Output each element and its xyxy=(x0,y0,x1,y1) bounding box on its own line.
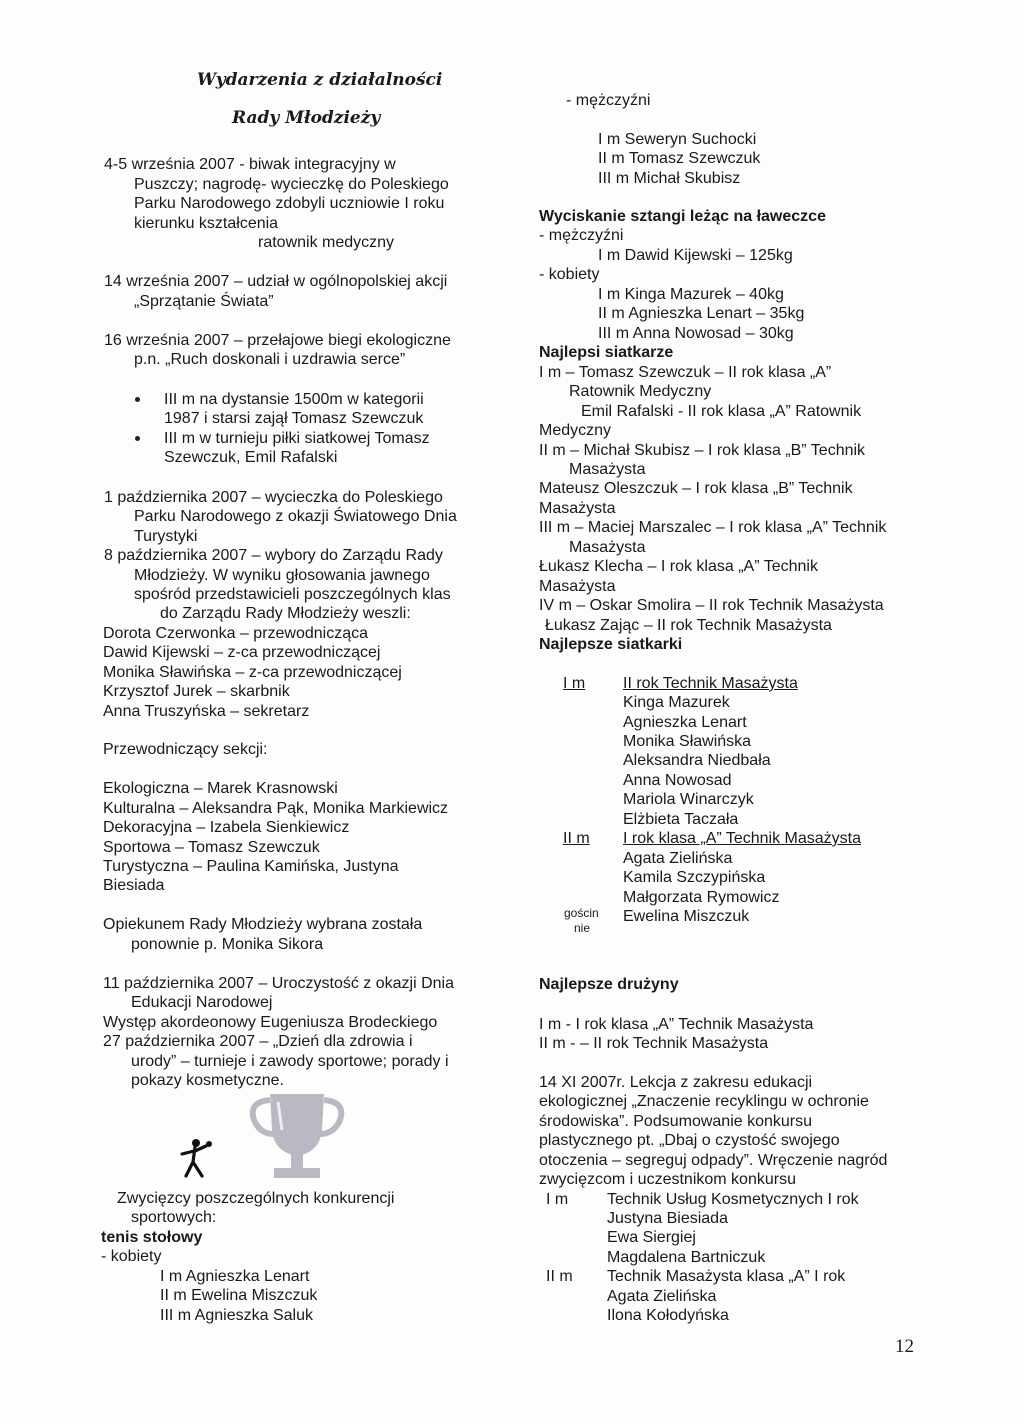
text-line: I m – Tomasz Szewczuk – II rok klasa „A” xyxy=(539,364,832,381)
text-line: Puszczy; nagrodę- wycieczkę do Poleskiego xyxy=(134,176,449,193)
subheading: Najlepsi siatkarze xyxy=(539,344,674,361)
guest-label: nie xyxy=(574,921,591,935)
text-line: Turystyki xyxy=(134,528,198,545)
text-line: III m Michał Skubisz xyxy=(598,170,741,187)
text-line: Dawid Kijewski – z-ca przewodniczącej xyxy=(103,644,381,661)
text-line: Szewczuk, Emil Rafalski xyxy=(164,449,338,466)
text-line: III m w turnieju piłki siatkowej Tomasz xyxy=(164,430,430,447)
text-line: IV m – Oskar Smolira – II rok Technik Masażysta xyxy=(539,597,884,614)
text-line: Masażysta xyxy=(569,539,646,556)
text-line: Parku Narodowego z okazji Światowego Dnia xyxy=(134,508,457,525)
subheading: tenis stołowy xyxy=(101,1229,203,1246)
page-number: 12 xyxy=(895,1336,914,1357)
text-line: Występ akordeonowy Eugeniusza Brodeckiego xyxy=(103,1014,438,1031)
text-line: Medyczny xyxy=(539,422,612,439)
text-line: Kulturalna – Aleksandra Pąk, Monika Markiewicz xyxy=(103,800,449,817)
text-line: plastycznego pt. „Dbaj o czystość swojego xyxy=(539,1132,840,1149)
text-line: Mariola Winarczyk xyxy=(623,791,754,808)
text-line: Ekologiczna – Marek Krasnowski xyxy=(103,780,338,797)
text-line: p.n. „Ruch doskonali i uzdrawia serce” xyxy=(134,351,406,368)
text-line: II m Tomasz Szewczuk xyxy=(598,150,761,167)
text-line: Masażysta xyxy=(539,500,616,517)
text-line: Emil Rafalski - II rok klasa „A” Ratownik xyxy=(581,403,862,420)
trophy-icon xyxy=(242,1090,352,1182)
text-line: 11 października 2007 – Uroczystość z okazji Dnia xyxy=(103,975,454,992)
text-line: Agnieszka Lenart xyxy=(623,714,747,731)
text-line: Agata Zielińska xyxy=(607,1288,717,1305)
text-line: ponownie p. Monika Sikora xyxy=(131,936,324,953)
text-line: - mężczyźni xyxy=(566,92,651,109)
text-line: I m Seweryn Suchocki xyxy=(598,131,757,148)
text-line: Ratownik Medyczny xyxy=(569,383,712,400)
text-line: Kamila Szczypińska xyxy=(623,869,766,886)
text-line: 4-5 września 2007 - biwak integracyjny w xyxy=(104,156,396,173)
text-line: otoczenia – segreguj odpady”. Wręczenie nagród xyxy=(539,1152,888,1169)
text-line: III m na dystansie 1500m w kategorii xyxy=(164,391,424,408)
text-line: Ewelina Miszczuk xyxy=(623,908,750,925)
text-line: Elżbieta Taczała xyxy=(623,811,739,828)
text-line: II m – Michał Skubisz – I rok klasa „B” Technik xyxy=(539,442,866,459)
text-line: Biesiada xyxy=(103,877,165,894)
text-line: Dekoracyjna – Izabela Sienkiewicz xyxy=(103,819,350,836)
section-subtitle: Rady Młodzieży xyxy=(232,108,381,128)
text-line: Masażysta xyxy=(539,578,616,595)
table-tennis-player-icon xyxy=(172,1138,222,1180)
text-line: II m Agnieszka Lenart – 35kg xyxy=(598,305,805,322)
text-line: Technik Masażysta klasa „A” I rok xyxy=(607,1268,846,1285)
text-line: Przewodniczący sekcji: xyxy=(103,741,268,758)
text-line: III m – Maciej Marszalec – I rok klasa „A” Technik xyxy=(539,519,887,536)
team-name: I rok klasa „A” Technik Masażysta xyxy=(623,830,862,847)
text-line: do Zarządu Rady Młodzieży weszli: xyxy=(160,605,411,622)
guest-label: gościn xyxy=(564,906,599,920)
text-line: Krzysztof Jurek – skarbnik xyxy=(103,683,290,700)
text-line: 16 września 2007 – przełajowe biegi ekologiczne xyxy=(104,332,451,349)
text-line: Monika Sławińska – z-ca przewodniczącej xyxy=(103,664,402,681)
text-line: zwycięzcom i uczestnikom konkursu xyxy=(539,1171,796,1188)
text-line: Zwycięzcy poszczególnych konkurencji xyxy=(117,1190,395,1207)
text-line: Magdalena Bartniczuk xyxy=(607,1249,766,1266)
text-line: kierunku kształcenia xyxy=(134,215,279,232)
place-label: I m xyxy=(546,1191,569,1208)
text-line: ekologicznej „Znaczenie recyklingu w ochronie xyxy=(539,1093,869,1110)
text-line: Młodzieży. W wyniku głosowania jawnego xyxy=(134,567,430,584)
text-line: Anna Truszyńska – sekretarz xyxy=(103,703,310,720)
subheading: Wyciskanie sztangi leżąc na ławeczce xyxy=(539,208,826,225)
text-line: pokazy kosmetyczne. xyxy=(131,1072,284,1089)
section-title: Wydarzenia z działalności xyxy=(197,70,443,90)
bullet xyxy=(135,436,140,441)
text-line: 1987 i starsi zajął Tomasz Szewczuk xyxy=(164,410,424,427)
text-line: 14 września 2007 – udział w ogólnopolskiej akcji xyxy=(104,273,448,290)
bullet xyxy=(135,397,140,402)
text-line: ratownik medyczny xyxy=(258,234,395,251)
text-line: 1 października 2007 – wycieczka do Poleskiego xyxy=(104,489,443,506)
text-line: - kobiety xyxy=(539,266,600,283)
text-line: Opiekunem Rady Młodzieży wybrana została xyxy=(103,916,423,933)
place-label: II m xyxy=(546,1268,573,1285)
text-line: III m Anna Nowosad – 30kg xyxy=(598,325,794,342)
subheading: Najlepsze drużyny xyxy=(539,976,679,993)
text-line: - kobiety xyxy=(101,1248,162,1265)
subheading: Najlepsze siatkarki xyxy=(539,636,683,653)
text-line: Edukacji Narodowej xyxy=(131,994,273,1011)
place-label: II m xyxy=(563,830,590,847)
text-line: I m Dawid Kijewski – 125kg xyxy=(598,247,793,264)
text-line: I m - I rok klasa „A” Technik Masażysta xyxy=(539,1016,814,1033)
text-line: I m Agnieszka Lenart xyxy=(160,1268,310,1285)
text-line: Łukasz Klecha – I rok klasa „A” Technik xyxy=(539,558,818,575)
text-line: Ewa Siergiej xyxy=(607,1229,696,1246)
text-line: spośród przedstawicieli poszczególnych klas xyxy=(134,586,451,603)
text-line: Parku Narodowego zdobyli uczniowie I roku xyxy=(134,195,445,212)
text-line: Sportowa – Tomasz Szewczuk xyxy=(103,839,320,856)
text-line: II m Ewelina Miszczuk xyxy=(160,1287,318,1304)
text-line: Technik Usług Kosmetycznych I rok xyxy=(607,1191,859,1208)
text-line: środowiska”. Podsumowanie konkursu xyxy=(539,1113,813,1130)
text-line: Turystyczna – Paulina Kamińska, Justyna xyxy=(103,858,399,875)
text-line: Dorota Czerwonka – przewodnicząca xyxy=(103,625,369,642)
text-line: 14 XI 2007r. Lekcja z zakresu edukacji xyxy=(539,1074,813,1091)
text-line: Monika Sławińska xyxy=(623,733,752,750)
text-line: 27 października 2007 – „Dzień dla zdrowia i xyxy=(103,1033,413,1050)
text-line: urody” – turnieje i zawody sportowe; porady i xyxy=(131,1053,449,1070)
text-line: I m Kinga Mazurek – 40kg xyxy=(598,286,784,303)
place-label: I m xyxy=(563,675,586,692)
text-line: sportowych: xyxy=(131,1209,217,1226)
text-line: Małgorzata Rymowicz xyxy=(623,889,780,906)
text-line: Łukasz Zając – II rok Technik Masażysta xyxy=(545,617,832,634)
text-line: Anna Nowosad xyxy=(623,772,732,789)
text-line: II m - – II rok Technik Masażysta xyxy=(539,1035,769,1052)
text-line: Mateusz Oleszczuk – I rok klasa „B” Technik xyxy=(539,480,853,497)
text-line: III m Agnieszka Saluk xyxy=(160,1307,313,1324)
text-line: Ilona Kołodyńska xyxy=(607,1307,729,1324)
text-line: Agata Zielińska xyxy=(623,850,733,867)
text-line: - mężczyźni xyxy=(539,227,624,244)
text-line: Masażysta xyxy=(569,461,646,478)
text-line: „Sprzątanie Świata” xyxy=(134,293,274,310)
text-line: 8 października 2007 – wybory do Zarządu Rady xyxy=(104,547,443,564)
team-name: II rok Technik Masażysta xyxy=(623,675,798,692)
text-line: Justyna Biesiada xyxy=(607,1210,728,1227)
text-line: Kinga Mazurek xyxy=(623,694,730,711)
text-line: Aleksandra Niedbała xyxy=(623,752,771,769)
